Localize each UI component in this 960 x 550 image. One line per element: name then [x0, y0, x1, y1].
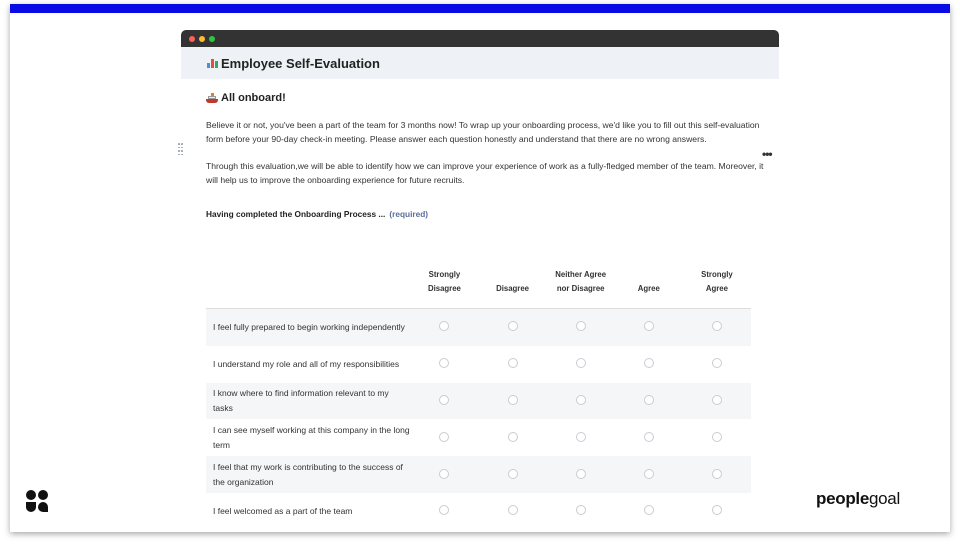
radio-cell [479, 419, 547, 456]
likert-radio-button[interactable] [644, 432, 654, 442]
form-header [181, 47, 779, 79]
form-title: Employee Self-Evaluation [221, 55, 380, 71]
matrix-row [206, 493, 751, 530]
likert-radio-button[interactable] [644, 469, 654, 479]
radio-cell [683, 383, 751, 420]
statement-label: I know where to find information relevant to my tasks [206, 383, 410, 420]
likert-radio-button[interactable] [644, 505, 654, 515]
likert-radio-button[interactable] [712, 395, 722, 405]
radio-cell [547, 419, 615, 456]
likert-matrix [206, 256, 751, 530]
radio-cell [615, 383, 683, 420]
top-accent-bar [10, 4, 950, 13]
wordmark-light: goal [869, 489, 900, 508]
radio-cell [479, 493, 547, 530]
likert-radio-button[interactable] [644, 321, 654, 331]
radio-cell [683, 493, 751, 530]
minimize-window-dot-icon[interactable] [199, 36, 205, 42]
required-label: (required) [389, 209, 429, 219]
likert-radio-button[interactable] [576, 469, 586, 479]
maximize-window-dot-icon[interactable] [209, 36, 215, 42]
likert-radio-button[interactable] [576, 432, 586, 442]
radio-cell [410, 456, 478, 493]
statement-label: I feel welcomed as a part of the team [213, 505, 353, 516]
window-titlebar [181, 30, 779, 47]
likert-radio-button[interactable] [576, 395, 586, 405]
column-header: Disagree [479, 256, 547, 309]
radio-cell [615, 346, 683, 383]
column-header: Strongly Disagree [410, 256, 478, 309]
close-window-dot-icon[interactable] [189, 36, 195, 42]
section-title: All onboard! [221, 92, 286, 104]
matrix-header-row [206, 256, 751, 309]
column-header: Agree [615, 256, 683, 309]
radio-cell [615, 493, 683, 530]
column-header: Neither Agree nor Disagree [547, 256, 615, 309]
more-options-icon[interactable]: ••• [762, 147, 772, 161]
radio-cell [547, 456, 615, 493]
radio-cell [547, 346, 615, 383]
radio-cell [615, 456, 683, 493]
intro-paragraph-2: Through this evaluation,we will be able to identify how we can improve your experience of work as a fully-fledged member of the team. Moreover, it will help us to improve the onboarding experience for future recruits. [206, 161, 764, 185]
form-content [206, 92, 766, 219]
likert-radio-button[interactable] [508, 505, 518, 515]
radio-cell [410, 346, 478, 383]
statement-label: I feel fully prepared to begin working independently [206, 309, 410, 346]
likert-radio-button[interactable] [508, 469, 518, 479]
likert-radio-button[interactable] [644, 395, 654, 405]
likert-radio-button[interactable] [508, 358, 518, 368]
question-heading [206, 209, 766, 219]
peoplegoal-wordmark [816, 489, 900, 509]
likert-radio-button[interactable] [439, 395, 449, 405]
radio-cell [410, 383, 478, 420]
radio-cell [615, 309, 683, 346]
drag-handle-icon[interactable] [178, 143, 184, 155]
matrix-row [206, 419, 751, 456]
peoplegoal-logo-icon [26, 490, 48, 512]
wordmark-bold: people [816, 489, 869, 508]
radio-cell [683, 309, 751, 346]
likert-radio-button[interactable] [508, 432, 518, 442]
radio-cell [479, 383, 547, 420]
likert-radio-button[interactable] [508, 321, 518, 331]
bar-chart-icon [207, 58, 218, 68]
likert-radio-button[interactable] [644, 358, 654, 368]
likert-radio-button[interactable] [576, 505, 586, 515]
statement-label: I understand my role and all of my responsibilities [213, 358, 400, 369]
likert-radio-button[interactable] [439, 469, 449, 479]
matrix-corner [206, 256, 410, 309]
radio-cell [410, 493, 478, 530]
radio-cell [547, 383, 615, 420]
radio-cell [615, 419, 683, 456]
likert-radio-button[interactable] [576, 358, 586, 368]
likert-radio-button[interactable] [439, 505, 449, 515]
radio-cell [410, 309, 478, 346]
likert-radio-button[interactable] [439, 321, 449, 331]
statement-label: I feel that my work is contributing to the success of the organization [206, 456, 410, 493]
likert-radio-button[interactable] [712, 432, 722, 442]
intro-paragraph-1: Believe it or not, you've been a part of the team for 3 months now! To wrap up your onboarding process, we'd like you to fill out this self-evaluation form before your 90-day check-in meeting. Please answer each question honestly and understand that there are no wrong answers. [206, 120, 760, 144]
likert-radio-button[interactable] [712, 469, 722, 479]
likert-radio-button[interactable] [439, 432, 449, 442]
radio-cell [683, 346, 751, 383]
likert-radio-button[interactable] [439, 358, 449, 368]
likert-radio-button[interactable] [576, 321, 586, 331]
radio-cell [683, 419, 751, 456]
section-heading [206, 92, 766, 104]
matrix-row [206, 309, 751, 346]
likert-radio-button[interactable] [712, 358, 722, 368]
statement-label: I can see myself working at this company in the long term [213, 424, 410, 450]
matrix-row [206, 456, 751, 493]
column-header: Strongly Agree [683, 256, 751, 309]
likert-radio-button[interactable] [508, 395, 518, 405]
likert-radio-button[interactable] [712, 321, 722, 331]
radio-cell [479, 309, 547, 346]
radio-cell [547, 309, 615, 346]
radio-cell [410, 419, 478, 456]
question-label: Having completed the Onboarding Process ... [206, 209, 386, 219]
radio-cell [547, 493, 615, 530]
matrix-row [206, 346, 751, 383]
radio-cell [479, 346, 547, 383]
radio-cell [479, 456, 547, 493]
ship-icon [206, 93, 218, 103]
likert-radio-button[interactable] [712, 505, 722, 515]
matrix-row [206, 383, 751, 420]
radio-cell [683, 456, 751, 493]
